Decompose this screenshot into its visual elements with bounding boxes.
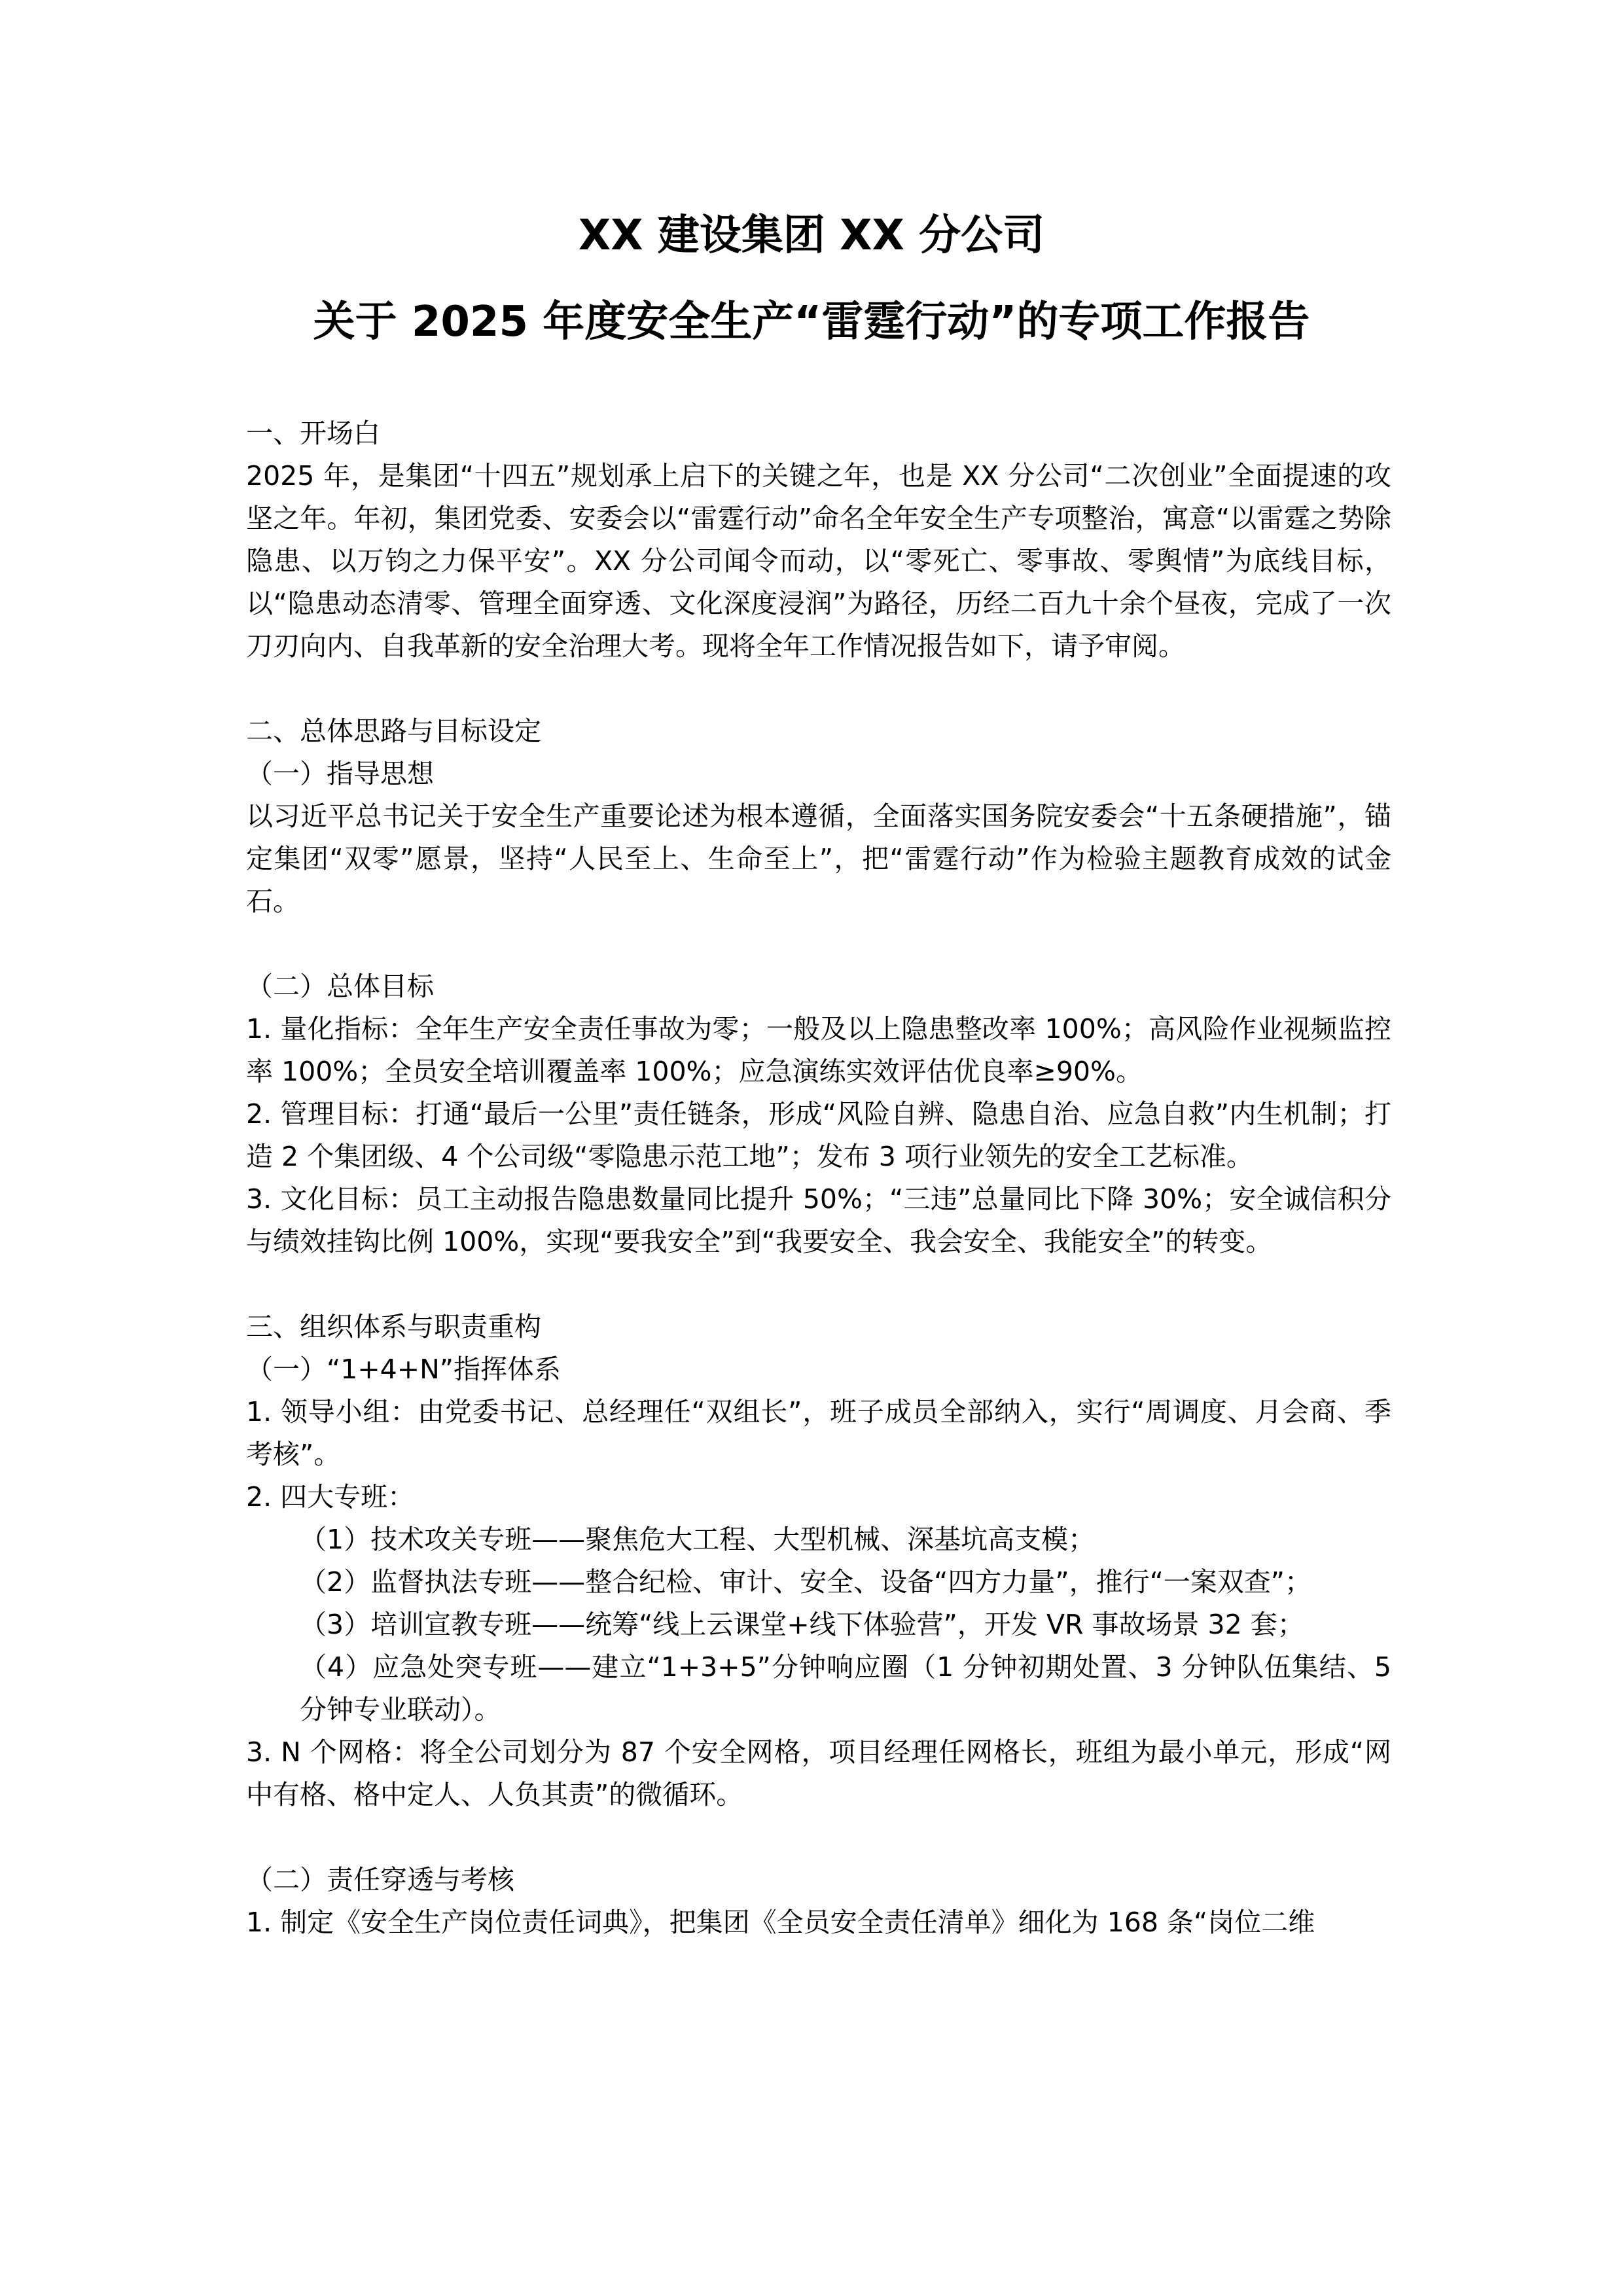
section2-heading: 二、总体思路与目标设定 xyxy=(246,715,541,747)
section1-heading: 一、开场白 xyxy=(246,418,380,449)
section3-item2-d: （4）应急处突专班——建立“1+3+5”分钟响应圈（1 分钟初期处置、3 分钟队伍集结、5 分钟专业联动）。 xyxy=(300,1651,1391,1725)
document-title-line2: 关于 2025 年度安全生产“雷霆行动”的专项工作报告 xyxy=(313,298,1310,346)
section2-item1: 1. 量化指标：全年生产安全责任事故为零；一般及以上隐患整改率 100%；高风险作业视频监控率 100%；全员安全培训覆盖率 100%；应急演练实效评估优良率≥90%。 xyxy=(246,1013,1391,1087)
section3-item1: 1. 领导小组：由党委书记、总经理任“双组长”，班子成员全部纳入，实行“周调度、月会商、季考核”。 xyxy=(246,1396,1391,1470)
section3-heading: 三、组织体系与职责重构 xyxy=(246,1311,541,1342)
section3-item2-c: （3）培训宣教专班——统筹“线上云课堂+线下体验营”，开发 VR 事故场景 32 套； xyxy=(300,1609,1304,1640)
document-body xyxy=(246,412,1391,1944)
section2-item2: 2. 管理目标：打通“最后一公里”责任链条，形成“风险自辨、隐患自治、应急自救”内生机制；打造 2 个集团级、4 个公司级“零隐患示范工地”；发布 3 项行业领先的安全工艺标准。 xyxy=(246,1098,1391,1172)
section2-item3: 3. 文化目标：员工主动报告隐患数量同比提升 50%；“三违”总量同比下降 30%；安全诚信积分与绩效挂钩比例 100%，实现“要我安全”到“我要安全、我会安全、我能安全”的转变。 xyxy=(246,1183,1391,1257)
section3-item3: 3. N 个网格：将全公司划分为 87 个安全网格，项目经理任网格长，班组为最小单元，形成“网中有格、格中定人、人负其责”的微循环。 xyxy=(246,1736,1391,1810)
section3-sub1-heading: （一）“1+4+N”指挥体系 xyxy=(246,1354,562,1385)
document-title-line1: XX 建设集团 XX 分公司 xyxy=(578,211,1045,260)
section2-sub1-paragraph: 以习近平总书记关于安全生产重要论述为根本遵循，全面落实国务院安委会“十五条硬措施”，锚定集团“双零”愿景，坚持“人民至上、生命至上”，把“雷霆行动”作为检验主题教育成效的试金石。 xyxy=(246,800,1391,917)
section3-item2: 2. 四大专班： xyxy=(246,1481,415,1513)
section1-paragraph: 2025 年，是集团“十四五”规划承上启下的关键之年，也是 XX 分公司“二次创业”全面提速的攻坚之年。年初，集团党委、安委会以“雷霆行动”命名全年安全生产专项整治，寓意“以雷霆之势除隐患、以万钧之力保平安”。XX 分公司闻令而动，以“零死亡、零事故、零舆情”为底线目标，以“隐患动态清零、管理全面穿透、文化深度浸润”为路径，历经二百九十余个昼夜，完成了一次刀刃向内、自我革新的安全治理大考。现将全年工作情况报告如下，请予审阅。 xyxy=(246,460,1391,662)
section3-item2-b: （2）监督执法专班——整合纪检、审计、安全、设备“四方力量”，推行“一案双查”； xyxy=(300,1566,1312,1598)
section2-sub2-heading: （二）总体目标 xyxy=(246,971,434,1002)
section2-sub1-heading: （一）指导思想 xyxy=(246,758,434,789)
section3-sub2-heading: （二）责任穿透与考核 xyxy=(246,1864,514,1895)
section3-item2-a: （1）技术攻关专班——聚焦危大工程、大型机械、深基坑高支模； xyxy=(300,1524,1096,1555)
section3-sub2-item1: 1. 制定《安全生产岗位责任词典》，把集团《全员安全责任清单》细化为 168 条“岗位二维 xyxy=(246,1907,1315,1938)
